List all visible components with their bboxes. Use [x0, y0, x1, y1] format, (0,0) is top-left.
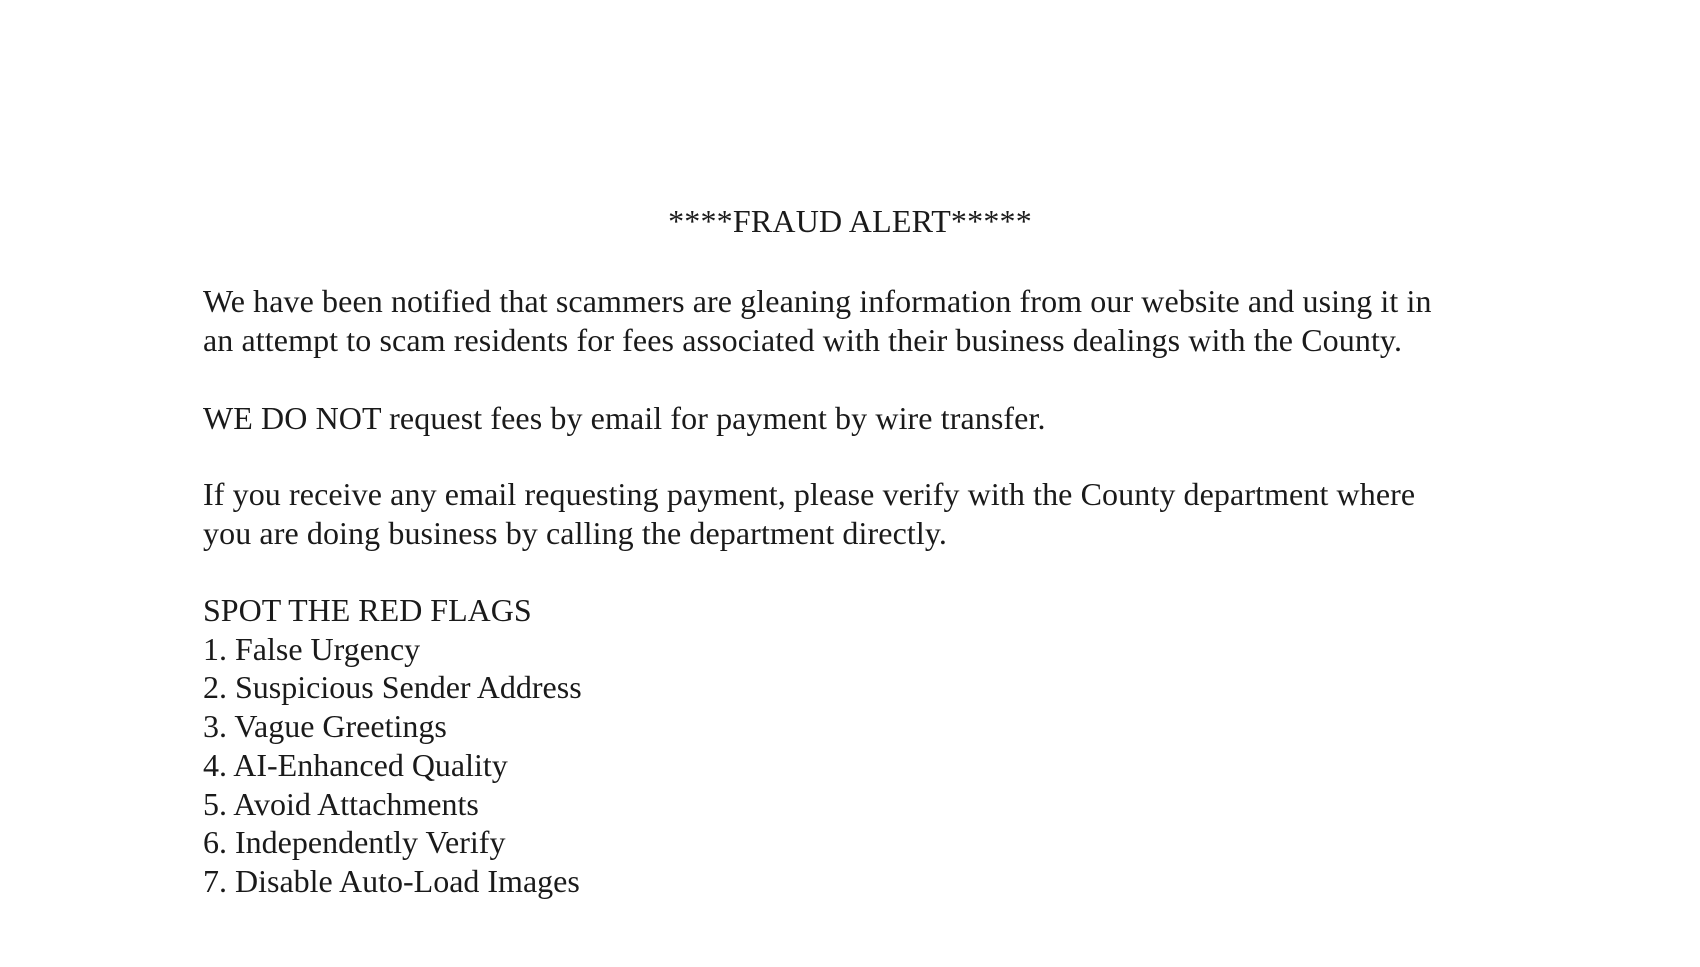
red-flags-list [203, 591, 582, 901]
policy-statement: WE DO NOT request fees by email for payment by wire transfer. [203, 400, 1046, 436]
notice-paragraph [203, 282, 1503, 360]
notice-line-1: We have been notified that scammers are gleaning information from our website and using it in [203, 283, 1432, 319]
list-item: 3. Vague Greetings [203, 708, 447, 745]
verification-paragraph [203, 475, 1503, 553]
page-title: ****FRAUD ALERT***** [668, 203, 1032, 239]
notice-line-2: an attempt to scam residents for fees associated with their business dealings with the County. [203, 322, 1403, 358]
list-item: 1. False Urgency [203, 630, 421, 667]
list-item: 7. Disable Auto-Load Images [203, 862, 580, 899]
verification-line-2: you are doing business by calling the department directly. [203, 515, 947, 551]
list-item: 5. Avoid Attachments [203, 785, 479, 822]
red-flags-heading: SPOT THE RED FLAGS [203, 592, 532, 628]
list-item: 4. AI-Enhanced Quality [203, 746, 508, 783]
verification-line-1: If you receive any email requesting payment, please verify with the County department where [203, 476, 1416, 512]
list-item: 2. Suspicious Sender Address [203, 669, 582, 706]
list-item: 6. Independently Verify [203, 824, 506, 861]
